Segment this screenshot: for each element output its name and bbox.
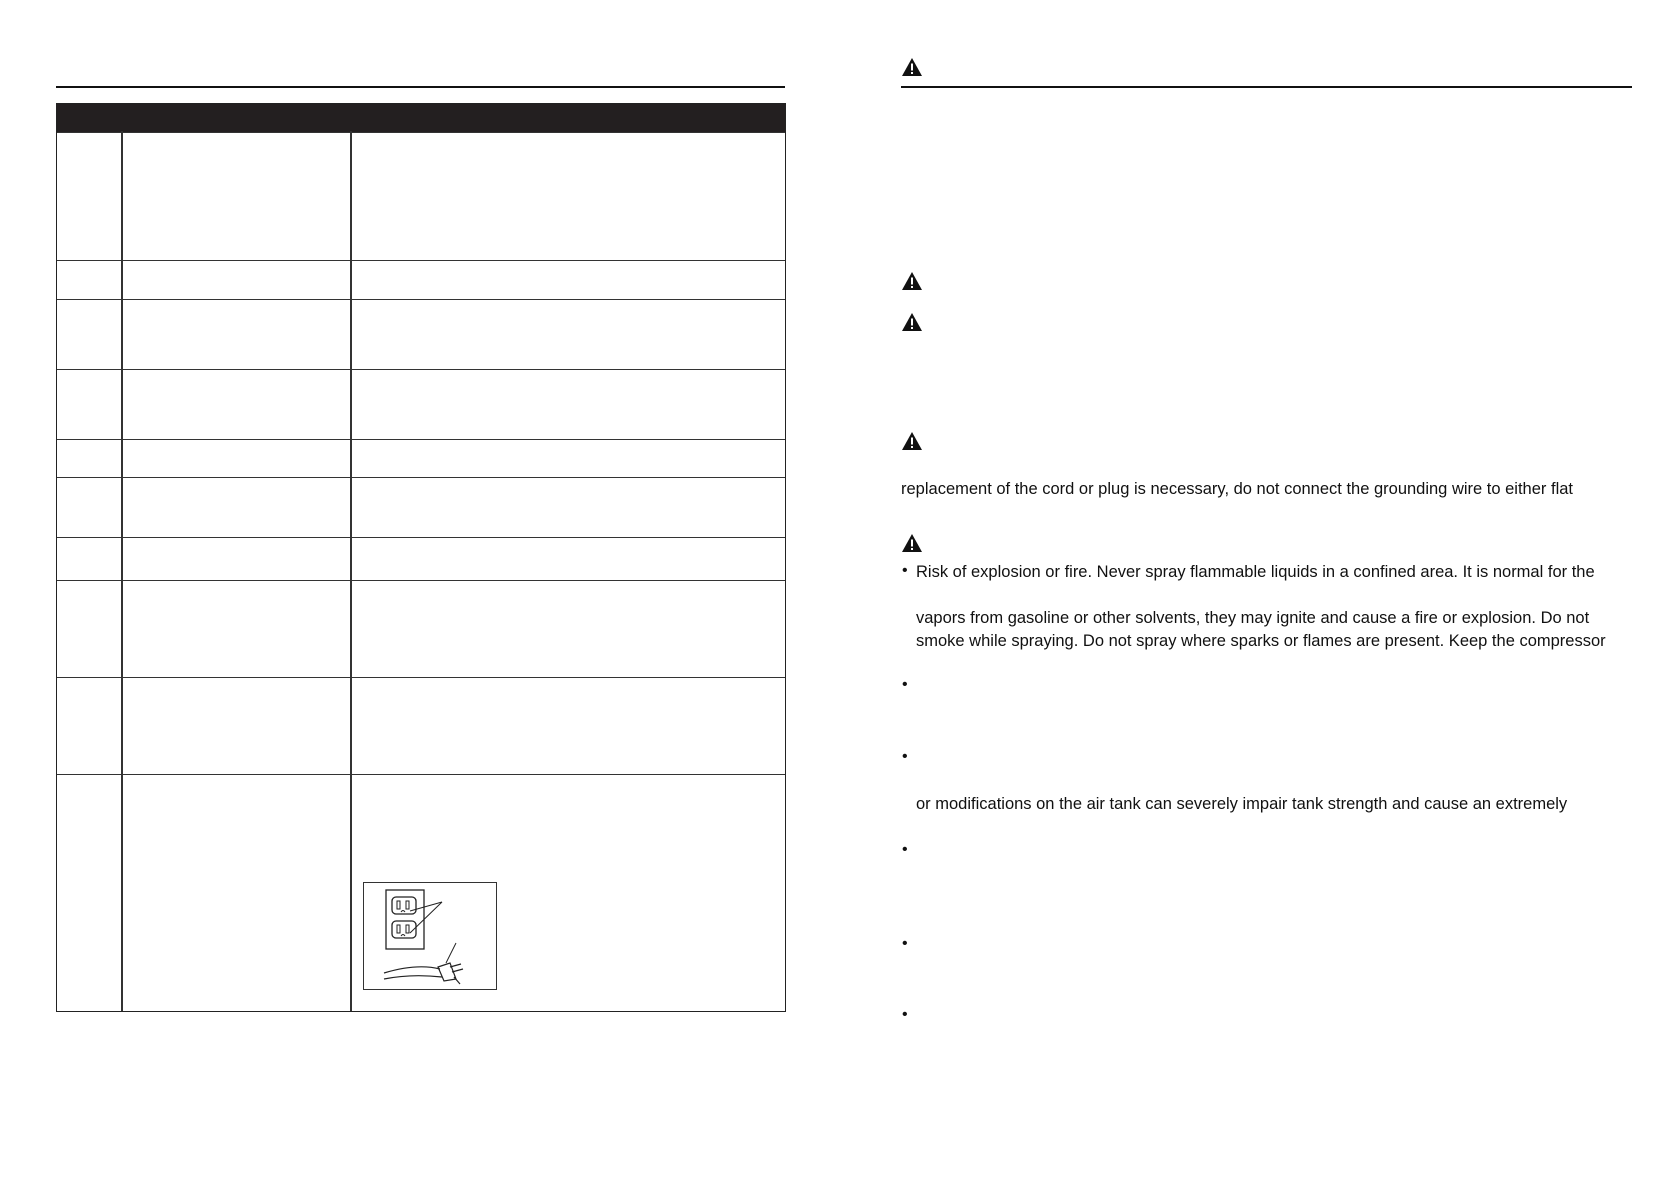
table-row [57,477,785,537]
bullet-marker: • [902,841,908,858]
explosion-warning-line: vapors from gasoline or other solvents, they may ignite and cause a fire or explosion. Do not [916,609,1590,627]
table-row [57,369,785,439]
troubleshooting-table [56,103,786,1012]
table-row [57,537,785,580]
explosion-warning-line: smoke while spraying. Do not spray where sparks or flames are present. Keep the compressor [916,632,1606,650]
bullet-marker: • [902,1006,908,1023]
warning-triangle-icon [901,57,923,77]
explosion-warning-line: Risk of explosion or fire. Never spray flammable liquids in a confined area. It is normal for the [916,563,1595,581]
table-header-bar [57,104,785,132]
cord-replacement-text: replacement of the cord or plug is necessary, do not connect the grounding wire to either flat [901,480,1573,498]
table-row [57,299,785,369]
bullet-marker: • [902,935,908,952]
bullet-marker: • [902,676,908,693]
bullet-marker: • [902,748,908,765]
table-row [57,260,785,299]
table-row [57,439,785,477]
table-column-divider [350,131,352,1011]
warning-triangle-icon [901,533,923,553]
grounded-outlet-plug-icon [364,883,496,989]
table-row [57,132,785,260]
right-page [839,0,1678,1191]
header-rule [56,86,785,88]
warning-triangle-icon [901,271,923,291]
table-row [57,677,785,774]
warning-triangle-icon [901,312,923,332]
grounded-outlet-figure [363,882,497,990]
header-rule [901,86,1632,88]
table-row [57,580,785,677]
bullet-marker: • [902,562,908,579]
table-column-divider [121,131,123,1011]
air-tank-warning-line: or modifications on the air tank can severely impair tank strength and cause an extremely [916,795,1568,813]
warning-triangle-icon [901,431,923,451]
